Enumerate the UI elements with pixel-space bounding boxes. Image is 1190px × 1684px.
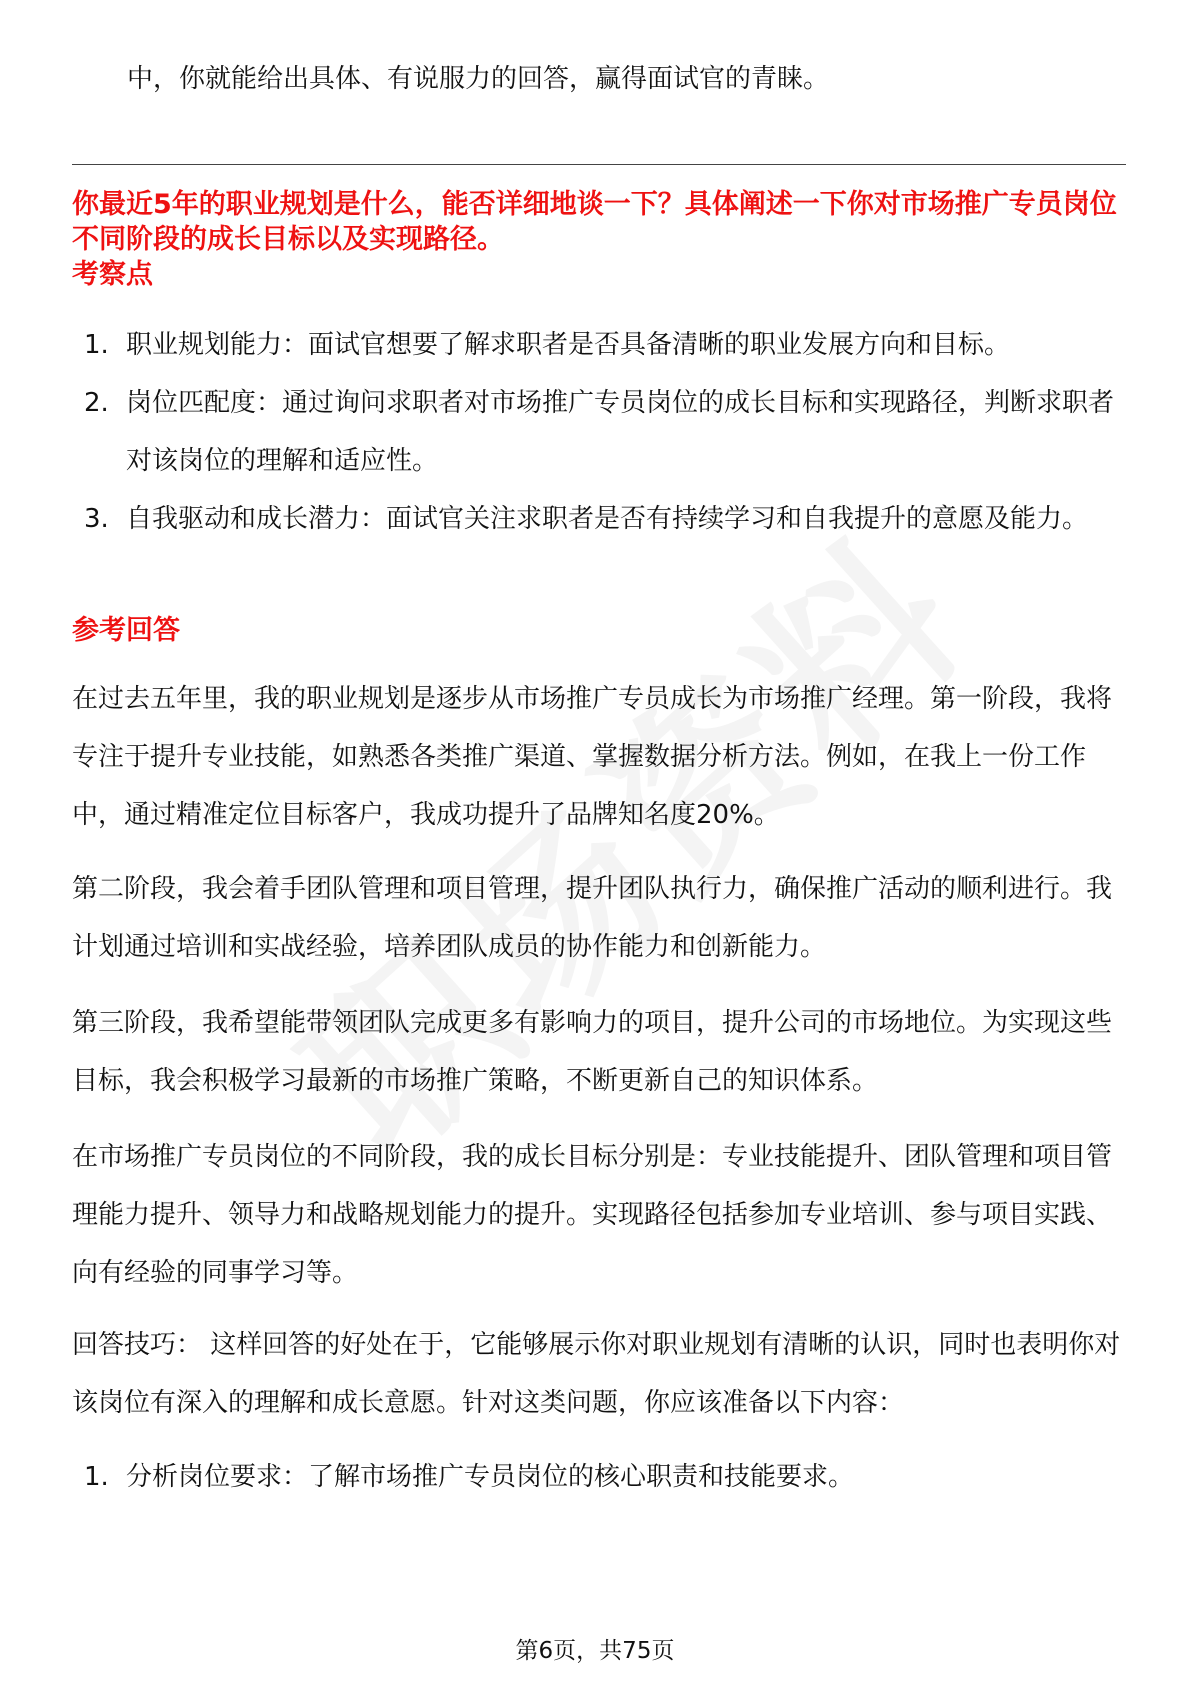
continuation-text: 中，你就能给出具体、有说服力的回答，赢得面试官的青睐。 xyxy=(127,64,830,94)
list-number: 1. xyxy=(84,1462,109,1492)
list-number: 2. xyxy=(84,388,109,418)
tips-list xyxy=(72,1448,1128,1506)
list-item-text: 岗位匹配度：通过询问求职者对市场推广专员岗位的成长目标和实现路径，判断求职者对该岗位的理解和适应性。 xyxy=(126,388,1115,476)
answer-paragraph: 在过去五年里，我的职业规划是逐步从市场推广专员成长为市场推广经理。第一阶段，我将专注于提升专业技能，如熟悉各类推广渠道、掌握数据分析方法。例如，在我上一份工作中，通过精准定位目标客户，我成功提升了品牌知名度20%。 xyxy=(72,684,1113,830)
list-item-text: 自我驱动和成长潜力：面试官关注求职者是否有持续学习和自我提升的意愿及能力。 xyxy=(126,504,1089,534)
list-item xyxy=(72,1448,1128,1506)
answer-tips-paragraph: 回答技巧： 这样回答的好处在于，它能够展示你对职业规划有清晰的认识，同时也表明你对该岗位有深入的理解和成长意愿。针对这类问题，你应该准备以下内容： xyxy=(72,1330,1121,1418)
list-item xyxy=(72,490,1128,548)
list-item-text: 分析岗位要求：了解市场推广专员岗位的核心职责和技能要求。 xyxy=(126,1462,855,1492)
question-heading: 你最近5年的职业规划是什么，能否详细地谈一下？具体阐述一下你对市场推广专员岗位不同阶段的成长目标以及实现路径。 xyxy=(72,189,1117,255)
answer-title: 参考回答 xyxy=(72,615,180,646)
section-divider xyxy=(72,164,1126,165)
list-number: 3. xyxy=(84,504,109,534)
assessment-list xyxy=(72,316,1128,548)
answer-paragraph: 在市场推广专员岗位的不同阶段，我的成长目标分别是：专业技能提升、团队管理和项目管理能力提升、领导力和战略规划能力的提升。实现路径包括参加专业培训、参与项目实践、向有经验的同事学习等。 xyxy=(72,1142,1113,1288)
list-item xyxy=(72,374,1128,490)
list-item xyxy=(72,316,1128,374)
page-footer: 第6页，共75页 xyxy=(515,1638,675,1664)
list-item-text: 职业规划能力：面试官想要了解求职者是否具备清晰的职业发展方向和目标。 xyxy=(126,330,1011,360)
answer-paragraph: 第二阶段，我会着手团队管理和项目管理，提升团队执行力，确保推广活动的顺利进行。我计划通过培训和实战经验，培养团队成员的协作能力和创新能力。 xyxy=(72,874,1113,962)
assessment-title: 考察点 xyxy=(72,259,153,290)
list-number: 1. xyxy=(84,330,109,360)
answer-paragraph: 第三阶段，我希望能带领团队完成更多有影响力的项目，提升公司的市场地位。为实现这些目标，我会积极学习最新的市场推广策略，不断更新自己的知识体系。 xyxy=(72,1008,1113,1096)
